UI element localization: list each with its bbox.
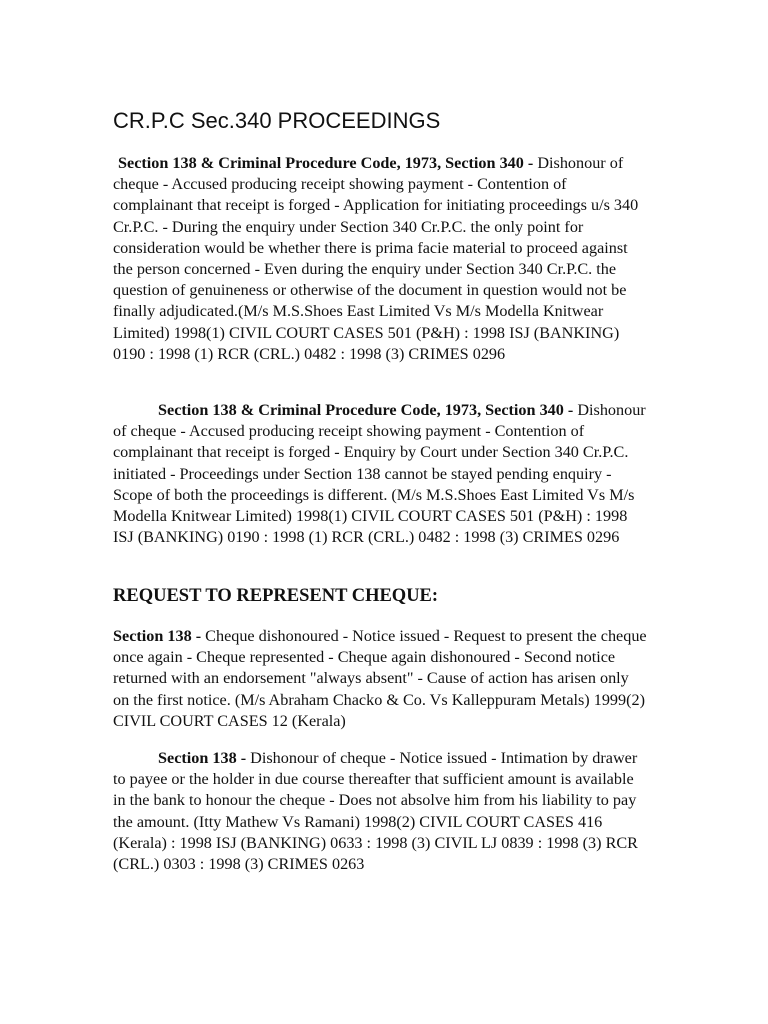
paragraph-1	[113, 153, 648, 365]
document-title: CR.P.C Sec.340 PROCEEDINGS	[113, 108, 441, 133]
paragraph-3-text: Cheque dishonoured - Notice issued - Request to present the cheque once again - Cheque represented - Cheque again dishonoured - Second notice returned with an endorsement "always absent" - Cause of action has arisen only on the first notice. (M/s Abraham Chacko & Co. Vs Kalleppuram Metals) 1999(2) CIVIL COURT CASES 12 (Kerala)	[113, 627, 647, 730]
paragraph-4-citation: Section 138 -	[158, 749, 247, 767]
paragraph-1-citation: Section 138 & Criminal Procedure Code, 1973, Section 340 -	[118, 154, 534, 172]
paragraph-2-citation: Section 138 & Criminal Procedure Code, 1973, Section 340 -	[158, 401, 574, 419]
paragraph-4-text: Dishonour of cheque - Notice issued - Intimation by drawer to payee or the holder in due course thereafter that sufficient amount is available in the bank to honour the cheque - Does not absolve him from his liability to pay the amount. (Itty Mathew Vs Ramani) 1998(2) CIVIL COURT CASES 416 (Kerala) : 1998 ISJ (BANKING) 0633 : 1998 (3) CIVIL LJ 0839 : 1998 (3) RCR (CRL.) 0303 : 1998 (3) CRIMES 0263	[113, 749, 638, 874]
paragraph-4	[113, 748, 648, 875]
paragraph-3	[113, 626, 648, 732]
paragraph-3-citation: Section 138 -	[113, 627, 202, 645]
paragraph-2	[113, 400, 648, 548]
section-heading: REQUEST TO REPRESENT CHEQUE:	[113, 586, 439, 606]
paragraph-1-text: Dishonour of cheque - Accused producing receipt showing payment - Contention of complainant that receipt is forged - Application for initiating proceedings u/s 340 Cr.P.C. - During the enquiry under Section 340 Cr.P.C. the only point for consideration would be whether there is prima facie material to proceed against the person concerned - Even during the enquiry under Section 340 Cr.P.C. the question of genuineness or otherwise of the document in question would not be finally adjudicated.(M/s M.S.Shoes East Limited Vs M/s Modella Knitwear Limited) 1998(1) CIVIL COURT CASES 501 (P&H) : 1998 ISJ (BANKING) 0190 : 1998 (1) RCR (CRL.) 0482 : 1998 (3) CRIMES 0296	[113, 154, 639, 363]
paragraph-2-text: Dishonour of cheque - Accused producing receipt showing payment - Contention of complainant that receipt is forged - Enquiry by Court under Section 340 Cr.P.C. initiated - Proceedings under Section 138 cannot be stayed pending enquiry - Scope of both the proceedings is different. (M/s M.S.Shoes East Limited Vs M/s Modella Knitwear Limited) 1998(1) CIVIL COURT CASES 501 (P&H) : 1998 ISJ (BANKING) 0190 : 1998 (1) RCR (CRL.) 0482 : 1998 (3) CRIMES 0296	[113, 401, 646, 547]
